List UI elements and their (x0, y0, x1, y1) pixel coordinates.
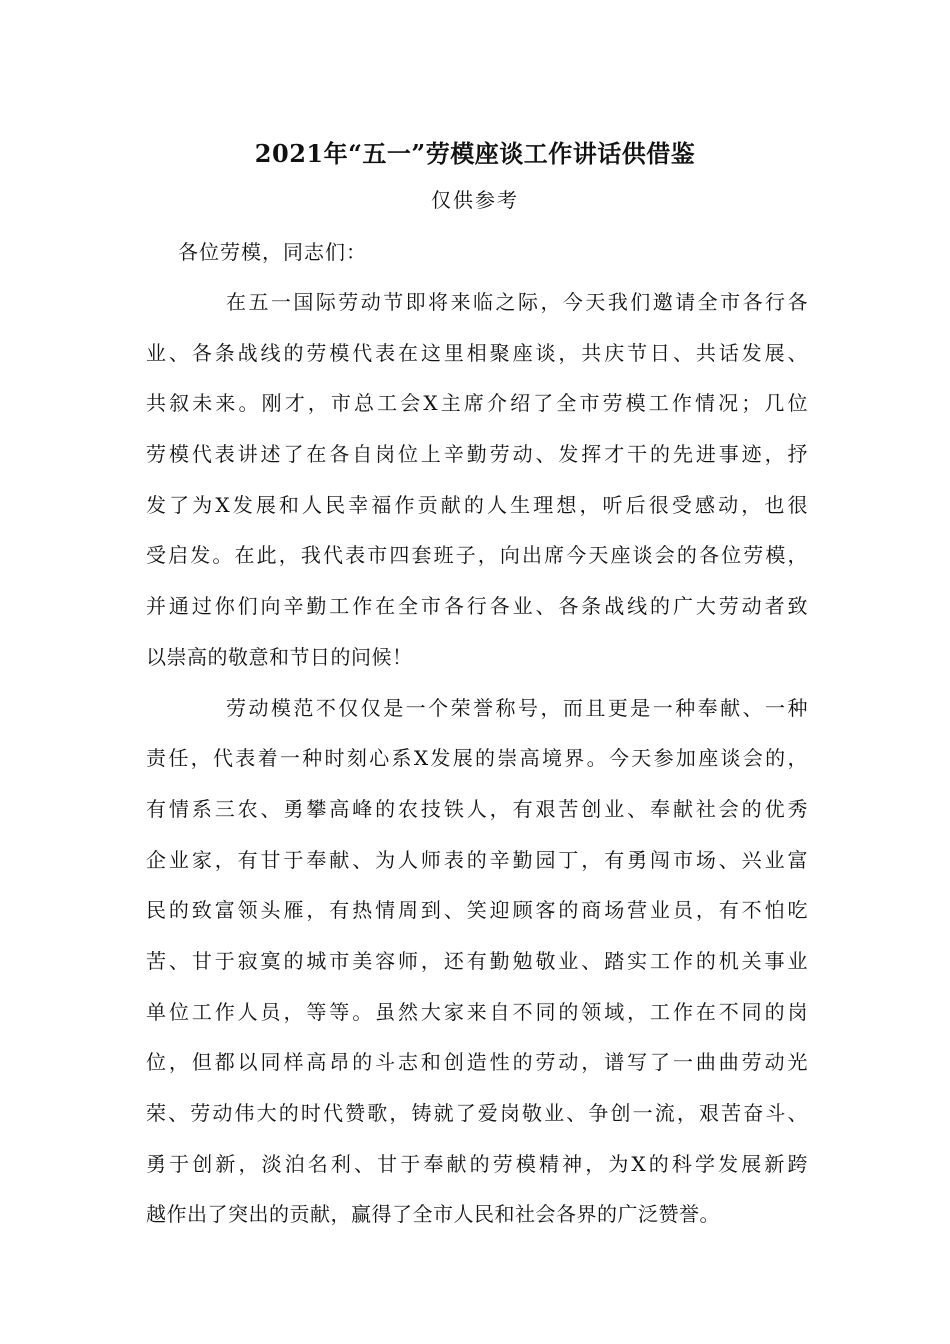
paragraph-line: 发了为X发展和人民幸福作贡献的人生理想，听后很受感动，也很 (146, 492, 808, 517)
paragraph-line: 荣、劳动伟大的时代赞歌，铸就了爱岗敬业、争创一流，艰苦奋斗、 (146, 1101, 808, 1125)
paragraph-line: 劳动模范不仅仅是一个荣誉称号，而且更是一种奉献、一种 (226, 695, 808, 720)
paragraph-line: 责任，代表着一种时刻心系X发展的崇高境界。今天参加座谈会的， (146, 746, 808, 771)
paragraph-line: 以崇高的敬意和节日的问候！ (146, 644, 413, 669)
greeting: 各位劳模，同志们： (178, 240, 367, 264)
paragraph-line: 位，但都以同样高昂的斗志和创造性的劳动，谱写了一曲曲劳动光 (146, 1050, 808, 1075)
paragraph-line: 共叙未来。刚才，市总工会X主席介绍了全市劳模工作情况；几位 (146, 391, 808, 416)
paragraph-line: 越作出了突出的贡献，赢得了全市人民和社会各界的广泛赞誉。 (146, 1202, 720, 1227)
paragraph-line: 企业家，有甘于奉献、为人师表的辛勤园丁，有勇闯市场、兴业富 (146, 847, 808, 872)
paragraph-line: 民的致富领头雁，有热情周到、笑迎顾客的商场营业员，有不怕吃 (146, 898, 808, 923)
paragraph-line: 受启发。在此，我代表市四套班子，向出席今天座谈会的各位劳模， (146, 543, 808, 568)
document-body (146, 230, 808, 1243)
paragraph-line: 单位工作人员，等等。虽然大家来自不同的领域，工作在不同的岗 (146, 999, 808, 1024)
paragraph-line: 劳模代表讲述了在各自岗位上辛勤劳动、发挥才干的先进事迹，抒 (146, 442, 808, 467)
paragraph-1 (146, 280, 808, 679)
paragraph-line: 勇于创新，淡泊名利、甘于奉献的劳模精神，为X的科学发展新跨 (146, 1151, 808, 1176)
paragraph-line: 苦、甘于寂寞的城市美容师，还有勤勉敬业、踏实工作的机关事业 (146, 948, 808, 973)
paragraph-line: 有情系三农、勇攀高峰的农技铁人，有艰苦创业、奉献社会的优秀 (146, 796, 808, 821)
paragraph-2 (146, 686, 808, 1237)
paragraph-line: 业、各条战线的劳模代表在这里相聚座谈，共庆节日、共话发展、 (146, 340, 808, 365)
document-subtitle: 仅供参考 (431, 188, 519, 212)
paragraph-line: 在五一国际劳动节即将来临之际，今天我们邀请全市各行各 (226, 290, 808, 314)
paragraph-line: 并通过你们向辛勤工作在全市各行各业、各条战线的广大劳动者致 (146, 594, 808, 619)
document-title: 2021年“五一”劳模座谈工作讲话供借鉴 (254, 139, 696, 168)
